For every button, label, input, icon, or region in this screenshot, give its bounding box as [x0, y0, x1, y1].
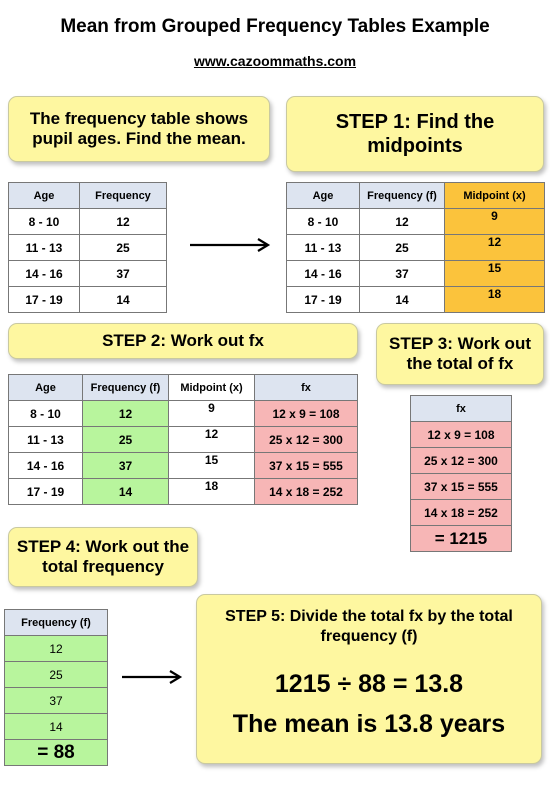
total-f-cell: = 88	[5, 740, 108, 766]
age-cell: 14 - 16	[9, 453, 83, 479]
total-fx-cell: = 1215	[411, 526, 512, 552]
age-cell: 17 - 19	[9, 479, 83, 505]
total-row	[5, 740, 108, 766]
page-title: Mean from Grouped Frequency Tables Example	[60, 16, 490, 37]
age-cell: 8 - 10	[9, 209, 80, 235]
col-fx: fx	[411, 396, 512, 422]
table-row	[287, 287, 545, 313]
midpoint-cell: 9	[445, 209, 545, 235]
freq-cell: 25	[83, 427, 169, 453]
col-age: Age	[9, 183, 80, 209]
col-frequency: Frequency (f)	[360, 183, 445, 209]
step3-text: STEP 3: Work out the total of fx	[388, 333, 531, 373]
step2-box	[8, 323, 358, 359]
step1-box	[286, 96, 544, 172]
website-url: www.cazoommaths.com	[193, 53, 357, 69]
step5-calculation: 1215 ÷ 88 = 13.8	[274, 670, 464, 698]
fx-cell: 14 x 18 = 252	[255, 479, 358, 505]
freq-cell: 14	[360, 287, 445, 313]
step4-box	[8, 527, 198, 587]
col-frequency: Frequency (f)	[83, 375, 169, 401]
col-midpoint: Midpoint (x)	[445, 183, 545, 209]
table-row	[9, 479, 358, 505]
table-row	[411, 422, 512, 448]
freq-cell: 37	[360, 261, 445, 287]
age-cell: 14 - 16	[9, 261, 80, 287]
freq-cell: 14	[83, 479, 169, 505]
fx-cell: 37 x 15 = 555	[255, 453, 358, 479]
freq-cell: 25	[5, 662, 108, 688]
freq-cell: 25	[360, 235, 445, 261]
fx-cell: 25 x 12 = 300	[411, 448, 512, 474]
intro-box	[8, 96, 270, 162]
table-row	[9, 401, 358, 427]
freq-cell: 12	[83, 401, 169, 427]
table-row	[9, 261, 167, 287]
age-cell: 8 - 10	[9, 401, 83, 427]
midpoint-cell: 12	[169, 427, 255, 453]
table-row	[5, 636, 108, 662]
table-row	[9, 235, 167, 261]
midpoint-table	[286, 182, 545, 313]
freq-cell: 12	[80, 209, 167, 235]
fx-cell: 12 x 9 = 108	[255, 401, 358, 427]
age-cell: 11 - 13	[9, 235, 80, 261]
table-row	[9, 453, 358, 479]
col-frequency: Frequency	[80, 183, 167, 209]
freq-cell: 25	[80, 235, 167, 261]
midpoint-cell: 15	[169, 453, 255, 479]
age-cell: 14 - 16	[287, 261, 360, 287]
table-row	[411, 500, 512, 526]
table-row	[9, 287, 167, 313]
freq-cell: 37	[5, 688, 108, 714]
frequency-table	[8, 182, 167, 313]
total-row	[411, 526, 512, 552]
col-midpoint: Midpoint (x)	[169, 375, 255, 401]
table-row	[5, 688, 108, 714]
fx-table	[8, 374, 358, 505]
step1-text: STEP 1: Find the midpoints	[335, 111, 495, 157]
step2-text: STEP 2: Work out fx	[102, 330, 264, 350]
total-frequency-table	[4, 609, 108, 766]
step5-answer: The mean is 13.8 years	[232, 710, 506, 738]
step3-box	[376, 323, 544, 385]
table-row	[411, 474, 512, 500]
table-row	[287, 235, 545, 261]
freq-cell: 14	[5, 714, 108, 740]
step5-box	[196, 594, 542, 764]
table-row	[9, 209, 167, 235]
col-frequency: Frequency (f)	[5, 610, 108, 636]
table-row	[5, 714, 108, 740]
arrow-right-icon	[122, 670, 184, 684]
fx-cell: 14 x 18 = 252	[411, 500, 512, 526]
age-cell: 11 - 13	[9, 427, 83, 453]
midpoint-cell: 9	[169, 401, 255, 427]
midpoint-cell: 12	[445, 235, 545, 261]
age-cell: 11 - 13	[287, 235, 360, 261]
midpoint-cell: 18	[445, 287, 545, 313]
age-cell: 8 - 10	[287, 209, 360, 235]
fx-cell: 37 x 15 = 555	[411, 474, 512, 500]
table-row	[411, 448, 512, 474]
midpoint-cell: 18	[169, 479, 255, 505]
table-row	[287, 209, 545, 235]
col-age: Age	[9, 375, 83, 401]
arrow-right-icon	[190, 238, 272, 252]
col-fx: fx	[255, 375, 358, 401]
freq-cell: 37	[83, 453, 169, 479]
col-age: Age	[287, 183, 360, 209]
table-row	[5, 662, 108, 688]
total-fx-table	[410, 395, 512, 552]
freq-cell: 12	[5, 636, 108, 662]
fx-cell: 25 x 12 = 300	[255, 427, 358, 453]
freq-cell: 37	[80, 261, 167, 287]
fx-cell: 12 x 9 = 108	[411, 422, 512, 448]
step4-text: STEP 4: Work out the total frequency	[16, 536, 190, 576]
freq-cell: 14	[80, 287, 167, 313]
age-cell: 17 - 19	[9, 287, 80, 313]
table-row	[9, 427, 358, 453]
table-row	[287, 261, 545, 287]
age-cell: 17 - 19	[287, 287, 360, 313]
midpoint-cell: 15	[445, 261, 545, 287]
freq-cell: 12	[360, 209, 445, 235]
step5-heading: STEP 5: Divide the total fx by the total frequency (f)	[225, 608, 513, 645]
intro-text: The frequency table shows pupil ages. Find the mean.	[29, 108, 249, 148]
